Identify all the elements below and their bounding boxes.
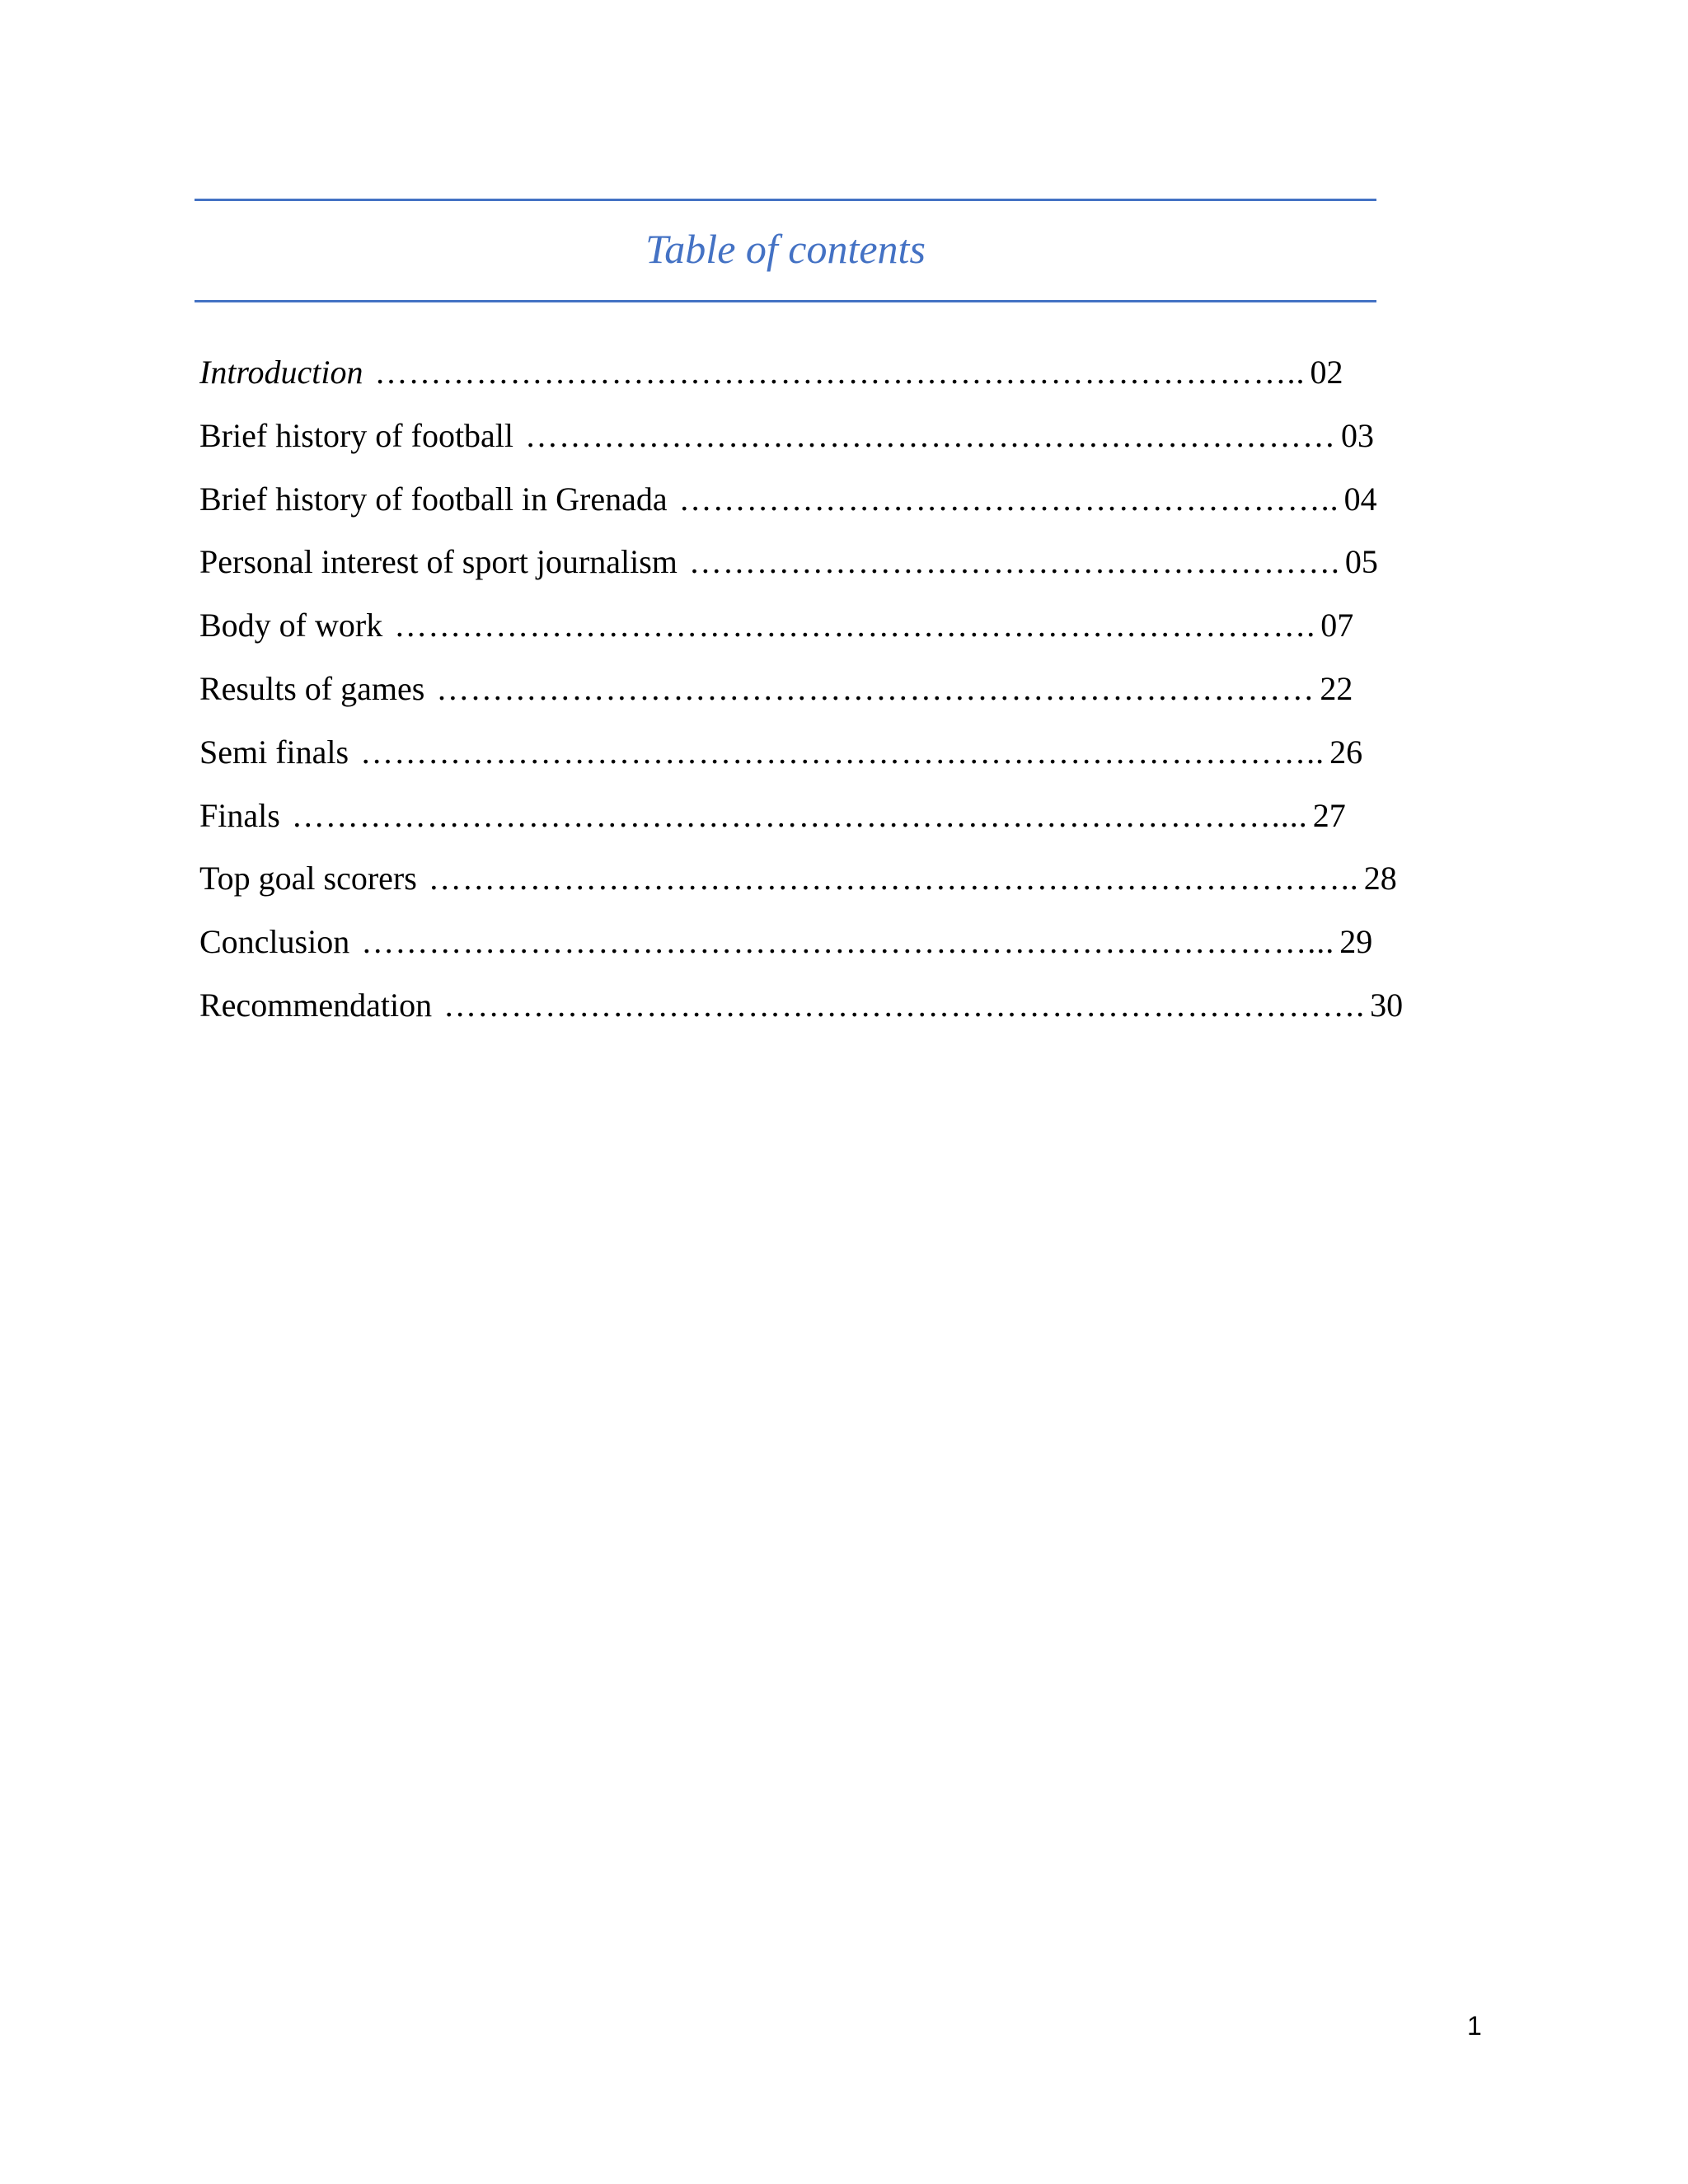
title-rule-bottom [195, 300, 1376, 302]
toc-entry-leader: …………………………………………………………………………….... [291, 796, 1308, 834]
toc-entry-page: 07 [1320, 607, 1354, 644]
toc-entry-label: Semi finals [199, 733, 349, 771]
toc-entry-label: Body of work [199, 607, 383, 644]
toc-entry-label: Introduction [199, 354, 363, 391]
toc-entry-page: 27 [1312, 796, 1346, 834]
toc-entry[interactable] [199, 916, 1386, 979]
toc-entry-leader: ……………………………………………………………………….. [374, 354, 1306, 391]
toc-entry[interactable] [199, 536, 1386, 599]
toc-entry-leader: ………………………………………………….. [678, 480, 1339, 518]
toc-entry-label: Top goal scorers [199, 860, 417, 898]
toc-entry-page: 04 [1343, 480, 1377, 518]
toc-entry[interactable] [199, 852, 1397, 916]
title-rule-top [195, 199, 1376, 201]
toc-entry-leader: …………………………………………………………………… [436, 669, 1315, 707]
toc-entry-label: Brief history of football [199, 416, 514, 454]
toc-entry-page: 03 [1341, 416, 1375, 454]
page-number: 1 [1467, 2011, 1482, 2041]
toc-entry-page: 22 [1320, 669, 1353, 707]
toc-entry-leader: …………………………………………………. [688, 543, 1340, 581]
toc-title: Table of contents [645, 226, 926, 272]
toc-entry[interactable] [199, 346, 1386, 410]
toc-entry-page: 30 [1370, 986, 1404, 1024]
toc-entry-label: Finals [199, 796, 280, 834]
toc-entry-page: 28 [1363, 860, 1397, 898]
toc-entry[interactable] [199, 663, 1386, 726]
toc-entry[interactable] [199, 599, 1386, 663]
toc-entry[interactable] [199, 410, 1386, 473]
toc-entry-label: Brief history of football in Grenada [199, 480, 668, 518]
toc-entry[interactable] [199, 726, 1386, 790]
toc-entry-leader: ……………………………………………………………………….. [428, 860, 1359, 898]
toc-entry-page: 26 [1329, 733, 1363, 771]
toc-entry[interactable] [199, 790, 1386, 853]
toc-entry-label: Personal interest of sport journalism [199, 543, 678, 581]
toc-entry-label: Recommendation [199, 986, 433, 1024]
toc-entry-leader: …………………………………………………………………………... [361, 923, 1335, 961]
toc-entry-leader: ……………………………………………………………… [525, 416, 1337, 454]
toc-entry[interactable] [199, 473, 1386, 537]
toc-entry-page: 05 [1344, 543, 1378, 581]
toc-list [199, 346, 1404, 1043]
toc-entry-label: Conclusion [199, 923, 350, 961]
toc-entry-page: 02 [1310, 354, 1343, 391]
toc-entry-leader: ………………………………………………………………………….. [360, 733, 1325, 771]
toc-entry-page: 29 [1339, 923, 1373, 961]
toc-entry[interactable] [199, 979, 1404, 1043]
toc-entry-leader: ………………………………………………………………………. [394, 607, 1316, 644]
toc-entry-label: Results of games [199, 669, 425, 707]
toc-entry-leader: ………………………………………………………………………. [443, 986, 1366, 1024]
